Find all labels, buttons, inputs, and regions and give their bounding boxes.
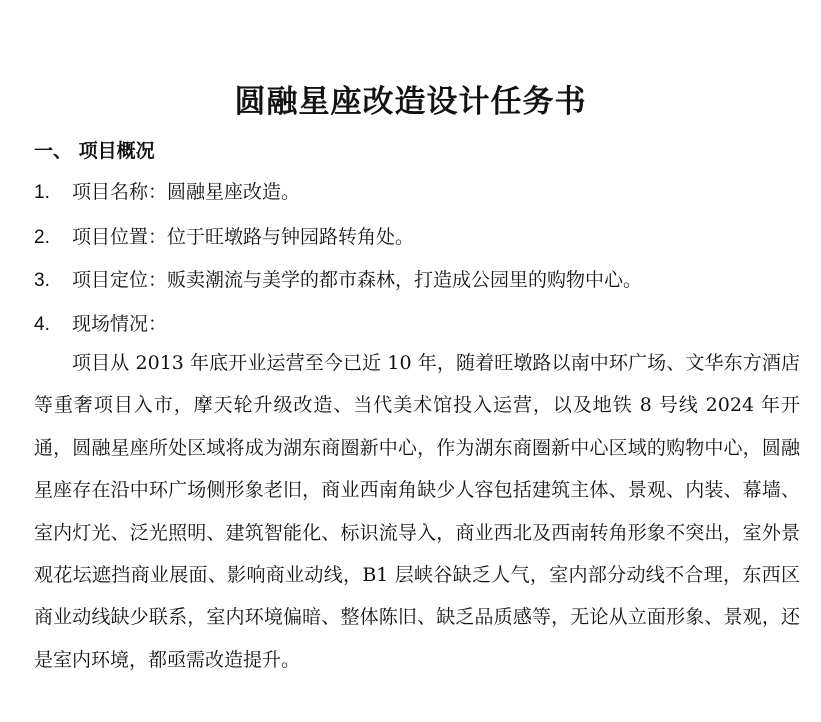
list-item-text: 现场情况：: [72, 313, 168, 335]
list-item: [34, 222, 414, 249]
list-item-number: 2.: [34, 227, 50, 248]
list-item-text: 项目定位：贩卖潮流与美学的都市森林，打造成公园里的购物中心。: [72, 269, 643, 291]
list-item: [34, 177, 300, 204]
list-item-text: 项目位置：位于旺墩路与钟园路转角处。: [72, 226, 415, 248]
list-item-number: 1.: [34, 182, 50, 203]
list-item: [34, 309, 167, 336]
section-heading: 一、 项目概况: [34, 140, 155, 162]
list-item: [34, 265, 642, 292]
list-item-number: 4.: [34, 314, 50, 335]
document-title: 圆融星座改造设计任务书: [234, 84, 587, 120]
body-paragraph: 项目从 2013 年底开业运营至今已近 10 年，随着旺墩路以南中环广场、文华东方酒店等重奢项目入市，摩天轮升级改造、当代美术馆投入运营，以及地铁 8 号线 2024 年开通，圆融星座所处区域将成为湖东商圈新中心，作为湖东商圈新中心区域的购物中心，圆融星座存在沿中环广场侧形象老旧，商业西南角缺少人容包括建筑主体、景观、内装、幕墙、室内灯光、泛光照明、建筑智能化、标识流导入，商业西北及西南转角形象不突出，室外景观花坛遮挡商业展面、影响商业动线，B1 层峡谷缺乏人气，室内部分动线不合理，东西区商业动线缺少联系，室内环境偏暗、整体陈旧、缺乏品质感等，无论从立面形象、景观，还是室内环境，都亟需改造提升。: [34, 352, 800, 671]
list-item-text: 项目名称：圆融星座改造。: [72, 181, 301, 203]
list-item-number: 3.: [34, 270, 50, 291]
